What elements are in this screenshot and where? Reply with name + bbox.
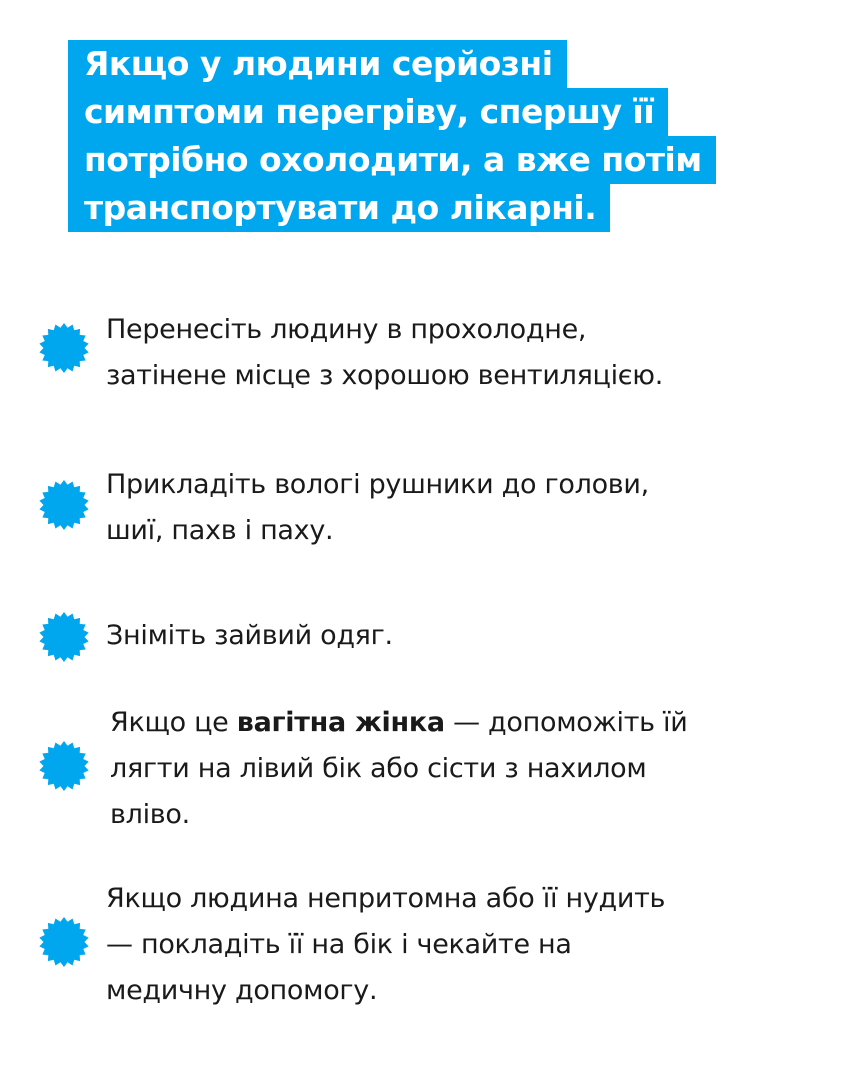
burst-icon bbox=[38, 479, 90, 531]
headline-line: потрібно охолодити, а вже потім bbox=[68, 136, 716, 184]
headline-line: транспортувати до лікарні. bbox=[68, 184, 610, 232]
list-item-text: Прикладіть вологі рушники до голови, шиї, пахв і паху. bbox=[106, 469, 649, 546]
headline-block bbox=[68, 40, 788, 232]
list-item-text: Якщо це вагітна жінка — допоможіть їй лягти на лівий бік або сісти з нахилом вліво. bbox=[110, 707, 688, 830]
emphasis-text: вагітна жінка bbox=[236, 707, 445, 738]
list-item-text: Якщо людина непритомна або її нудить — покладіть її на бік і чекайте на медичну допомогу. bbox=[106, 883, 666, 1006]
list-item-text: Зніміть зайвий одяг. bbox=[106, 620, 393, 651]
burst-icon bbox=[38, 740, 90, 792]
burst-icon bbox=[38, 916, 90, 968]
burst-icon bbox=[38, 322, 90, 374]
headline-line: симптоми перегріву, спершу її bbox=[68, 88, 668, 136]
headline-line: Якщо у людини серйозні bbox=[68, 40, 567, 88]
burst-icon bbox=[38, 611, 90, 663]
list-item-text: Перенесіть людину в прохолодне, затінене місце з хорошою вентиляцією. bbox=[106, 314, 664, 391]
